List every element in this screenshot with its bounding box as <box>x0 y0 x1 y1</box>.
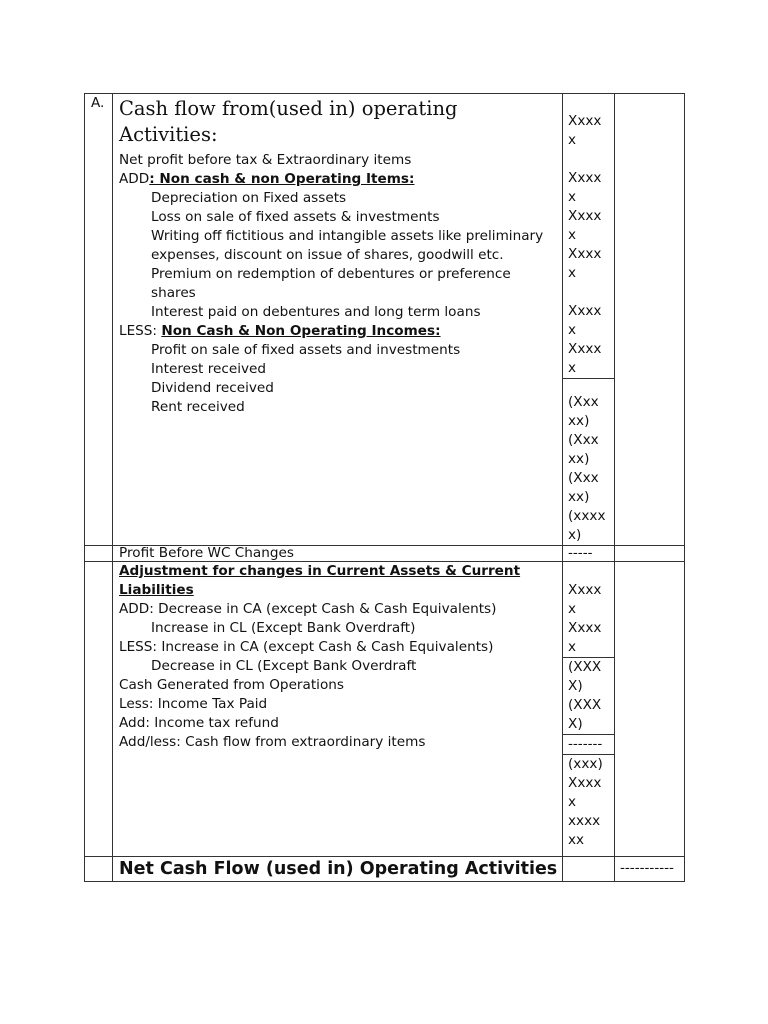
working-capital-row <box>85 562 685 857</box>
operating-items-cell <box>113 94 563 546</box>
add-heading-line <box>119 170 558 189</box>
pbwc-label: Profit Before WC Changes <box>113 546 563 562</box>
label-cell <box>85 546 113 562</box>
add-item: Depreciation on Fixed assets <box>151 190 347 206</box>
less-heading-line <box>119 322 558 341</box>
cash-flow-table <box>84 93 685 882</box>
section-label: A. <box>85 94 113 546</box>
amount-value: Xxxx x <box>568 582 602 617</box>
add-heading: : Non cash & non Operating Items: <box>149 171 415 187</box>
section-title: Cash flow from(used in) operating Activities: <box>119 97 458 146</box>
less-heading: Non Cash & Non Operating Incomes: <box>161 323 441 339</box>
amount-value: Xxxx x <box>568 341 602 376</box>
wc-line: Decrease in CL (Except Bank Overdraft <box>151 658 417 674</box>
add-item: Premium on redemption of debentures or preference shares <box>151 266 511 301</box>
less-item: Rent received <box>151 399 245 415</box>
wc-line: Increase in CL (Except Bank Overdraft) <box>151 620 416 636</box>
wc-line: ADD: Decrease in CA (except Cash & Cash Equivalents) <box>119 601 497 617</box>
total-cell <box>615 562 685 857</box>
wc-amounts-cell <box>563 562 615 857</box>
net-cash-flow-row <box>85 857 685 882</box>
amount-value: Xxxx x <box>568 246 602 281</box>
less-item: Interest received <box>151 361 267 377</box>
less-item: Profit on sale of fixed assets and investments <box>151 342 461 358</box>
wc-line: Add: Income tax refund <box>119 715 279 731</box>
label-cell <box>85 857 113 882</box>
net-cash-flow-dash: ----------- <box>615 857 685 882</box>
operating-amounts-cell <box>563 94 615 546</box>
pbwc-amount: ----- <box>563 546 615 562</box>
amount-value: Xxxx x <box>568 303 602 338</box>
total-cell <box>615 94 685 546</box>
amount-value: (Xxx xx) <box>568 432 599 467</box>
operating-items-row <box>85 94 685 546</box>
wc-line: LESS: Increase in CA (except Cash & Cash Equivalents) <box>119 639 494 655</box>
working-capital-cell <box>113 562 563 857</box>
amount-value: Xxxx x <box>568 620 602 655</box>
amount-value: (Xxx xx) <box>568 470 599 505</box>
label-cell <box>85 562 113 857</box>
amount-value: Xxxx x <box>568 113 602 148</box>
less-item: Dividend received <box>151 380 274 396</box>
amount-value: Xxxx x <box>568 208 602 243</box>
amount-cell <box>563 857 615 882</box>
add-prefix: ADD <box>119 171 150 187</box>
amount-value: Xxxx x <box>568 775 602 810</box>
wc-line: Less: Income Tax Paid <box>119 696 268 712</box>
amount-value: (xxxx x) <box>568 508 606 543</box>
add-item: Writing off fictitious and intangible assets like preliminary expenses, discount on issue of shares, goodwill etc. <box>151 228 544 263</box>
add-item: Interest paid on debentures and long term loans <box>151 304 481 320</box>
wc-line: Cash Generated from Operations <box>119 677 344 693</box>
net-cash-flow-label: Net Cash Flow (used in) Operating Activities <box>113 857 563 882</box>
wc-heading: Adjustment for changes in Current Assets & Current Liabilities <box>119 563 521 598</box>
amount-value: (xxx) <box>563 754 614 774</box>
wc-line: Add/less: Cash flow from extraordinary items <box>119 734 426 750</box>
amount-separator <box>563 378 614 393</box>
amount-dash: ------- <box>563 734 614 754</box>
amount-value: xxxx xx <box>568 813 601 848</box>
total-cell <box>615 546 685 562</box>
pbwc-row <box>85 546 685 562</box>
amount-value: Xxxx x <box>568 170 602 205</box>
amount-value: (XXX X) <box>563 657 614 696</box>
less-prefix: LESS: <box>119 323 162 339</box>
net-profit-line: Net profit before tax & Extraordinary items <box>119 152 412 168</box>
amount-value: (Xxx xx) <box>568 394 599 429</box>
add-item: Loss on sale of fixed assets & investments <box>151 209 440 225</box>
amount-value: (XXX X) <box>568 697 602 732</box>
